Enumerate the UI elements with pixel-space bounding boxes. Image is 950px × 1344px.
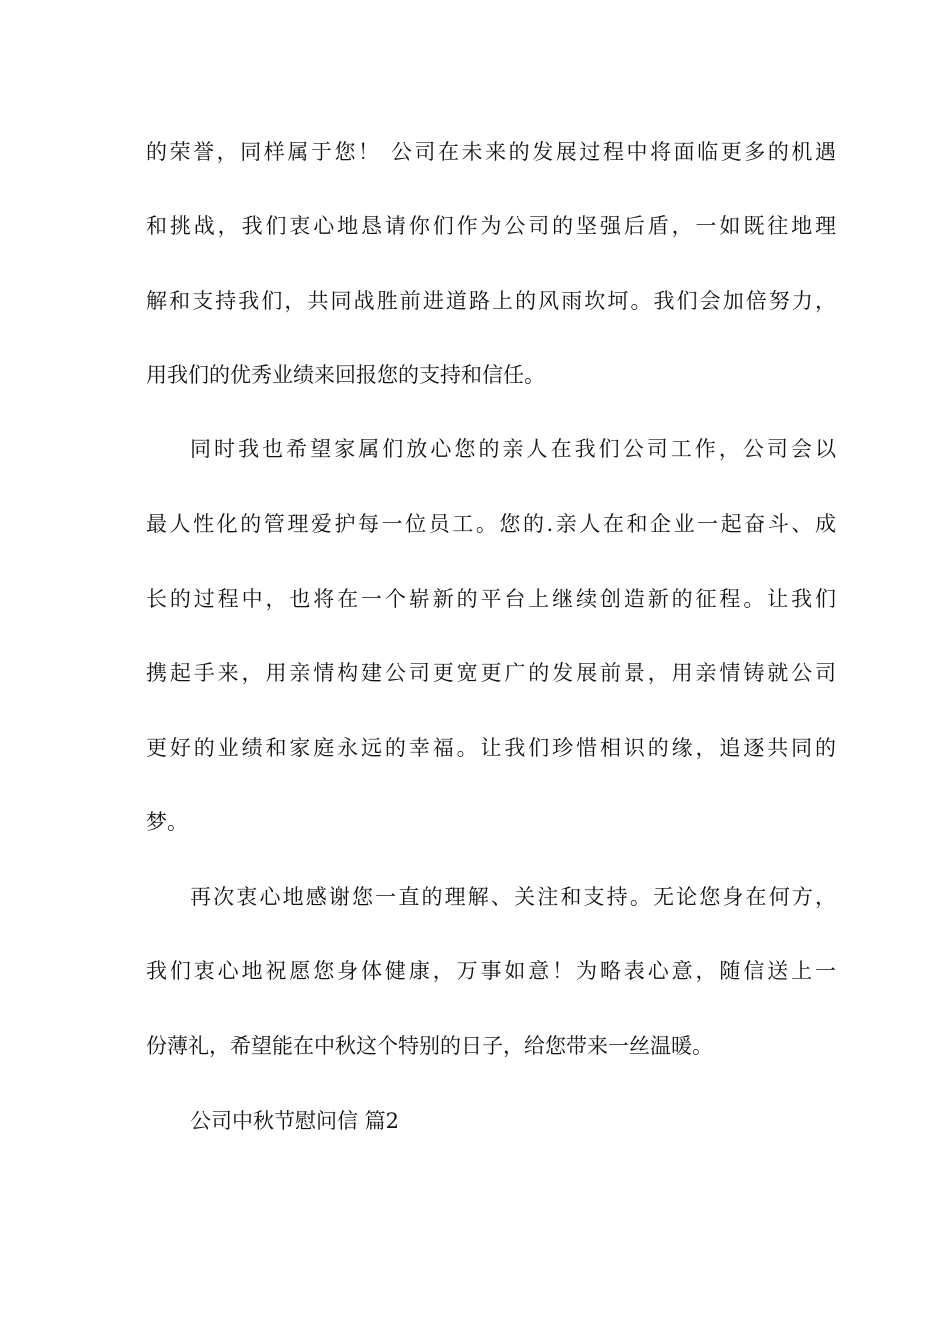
text-line: 再次衷心地感谢您一直的理解、关注和支持。无论您身在何方，: [190, 885, 836, 909]
text-line: 梦。: [146, 810, 188, 834]
text-line: 更好的业绩和家庭永远的幸福。让我们珍惜相识的缘，追逐共同的: [146, 736, 836, 760]
text-line: 的荣誉，同样属于您！ 公司在未来的发展过程中将面临更多的机遇: [146, 140, 836, 164]
text-line: 携起手来，用亲情构建公司更宽更广的发展前景，用亲情铸就公司: [146, 661, 836, 685]
text-line: 最人性化的管理爱护每一位员工。您的.亲人在和企业一起奋斗、成: [146, 512, 836, 536]
text-line: 我们衷心地祝愿您身体健康，万事如意！为略表心意，随信送上一: [146, 959, 836, 983]
text-line: 和挑战，我们衷心地恳请你们作为公司的坚强后盾，一如既往地理: [146, 214, 836, 238]
text-line: 解和支持我们，共同战胜前进道路上的风雨坎坷。我们会加倍努力，: [146, 289, 836, 313]
section-heading: 公司中秋节慰问信 篇2: [190, 1109, 400, 1133]
text-line: 同时我也希望家属们放心您的亲人在我们公司工作，公司会以: [190, 437, 836, 461]
text-line: 份薄礼，希望能在中秋这个特别的日子，给您带来一丝温暖。: [146, 1034, 713, 1058]
text-line: 用我们的优秀业绩来回报您的支持和信任。: [146, 363, 545, 387]
text-line: 长的过程中，也将在一个崭新的平台上继续创造新的征程。让我们: [146, 587, 836, 611]
